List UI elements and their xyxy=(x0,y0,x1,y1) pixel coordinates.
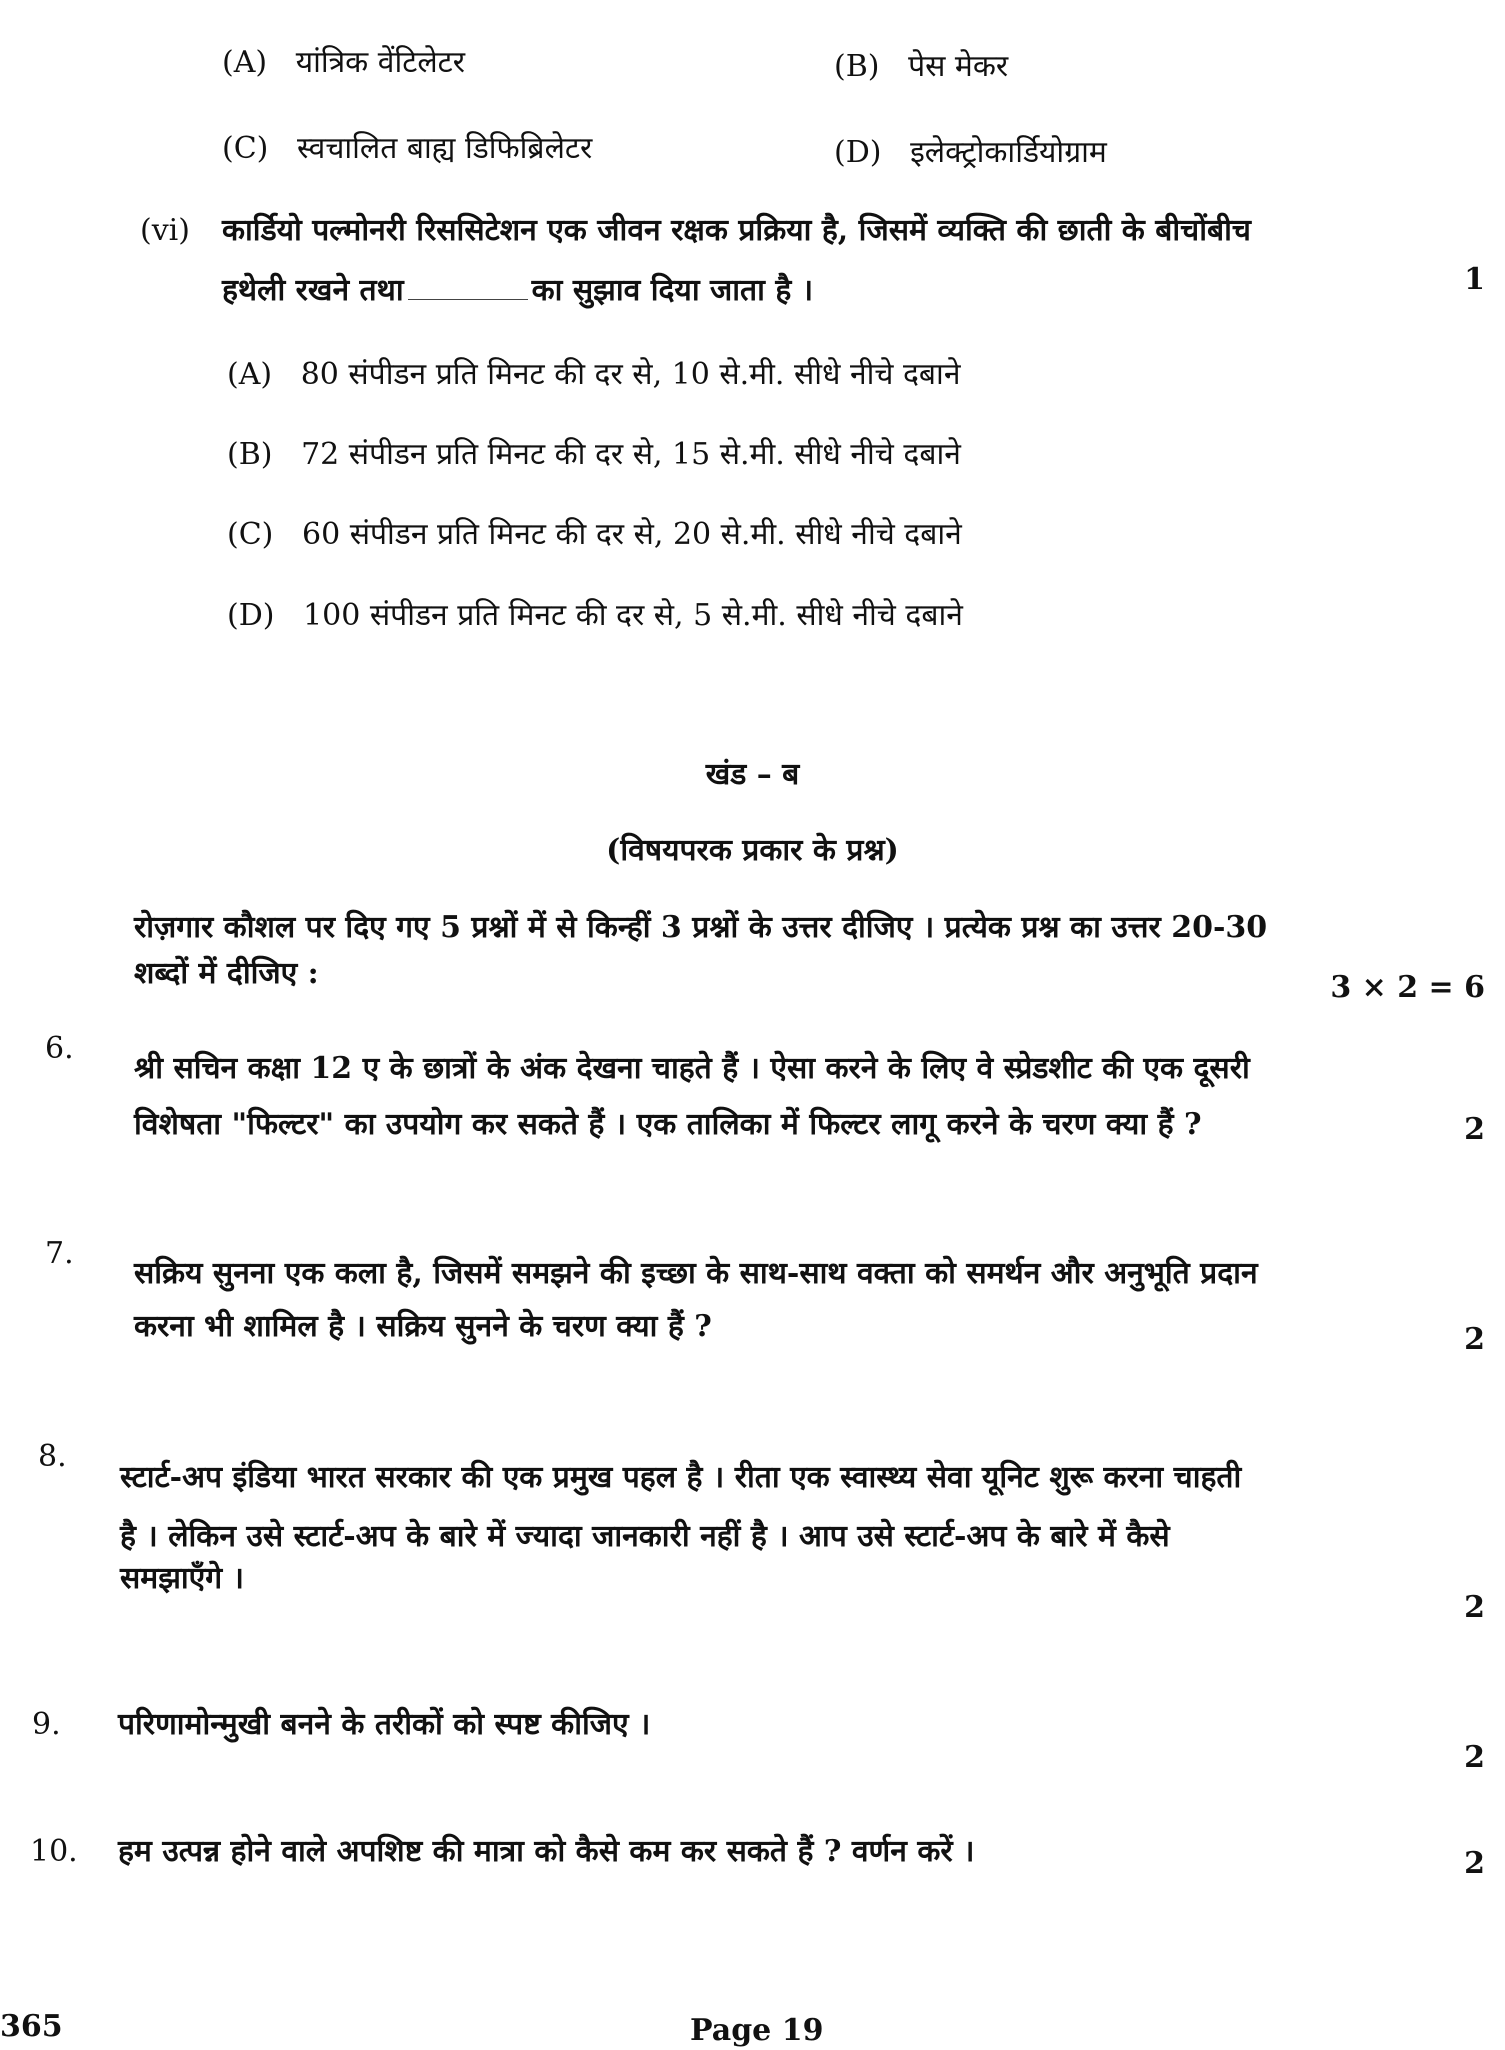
section-subtitle: (विषयपरक प्रकार के प्रश्न) xyxy=(606,833,899,868)
option-label: (D) xyxy=(834,135,882,170)
option-c xyxy=(227,516,962,554)
option-label: (D) xyxy=(227,598,275,633)
option-c xyxy=(222,130,592,168)
question-text: है । लेकिन उसे स्टार्ट-अप के बारे में ज्यादा जानकारी नहीं है । आप उसे स्टार्ट-अप के बारे में कैसे xyxy=(120,1519,1170,1554)
option-d xyxy=(834,134,1107,172)
marks: 2 xyxy=(1464,1322,1485,1357)
option-b xyxy=(227,436,961,474)
option-text: 60 संपीडन प्रति मिनट की दर से, 20 से.मी. सीधे नीचे दबाने xyxy=(301,517,962,552)
option-text: यांत्रिक वेंटिलेटर xyxy=(295,45,466,80)
marks: 2 xyxy=(1464,1112,1485,1147)
question-number: 6. xyxy=(45,1031,74,1066)
instruction: रोज़गार कौशल पर दिए गए 5 प्रश्नों में से किन्हीं 3 प्रश्नों के उत्तर दीजिए । प्रत्येक प्रश्न का उत्तर 20-30 xyxy=(134,910,1268,945)
question-text: स्टार्ट-अप इंडिया भारत सरकार की एक प्रमुख पहल है । रीता एक स्वास्थ्य सेवा यूनिट शुरू करना चाहती xyxy=(120,1460,1242,1495)
option-label: (A) xyxy=(222,45,268,80)
option-b xyxy=(834,48,1008,86)
option-text: 100 संपीडन प्रति मिनट की दर से, 5 से.मी. सीधे नीचे दबाने xyxy=(303,598,963,633)
question-number: 10. xyxy=(30,1834,78,1869)
option-label: (C) xyxy=(222,131,269,166)
paper-code: 365 xyxy=(0,2009,63,2044)
blank xyxy=(408,299,528,300)
marks: 1 xyxy=(1464,262,1485,297)
marks: 2 xyxy=(1464,1590,1485,1625)
question-text: विशेषता "फिल्टर" का उपयोग कर सकते हैं । एक तालिका में फिल्टर लागू करने के चरण क्या हैं ? xyxy=(134,1107,1202,1142)
question-text: करना भी शामिल है । सक्रिय सुनने के चरण क्या हैं ? xyxy=(134,1309,712,1344)
question-text: श्री सचिन कक्षा 12 ए के छात्रों के अंक देखना चाहते हैं । ऐसा करने के लिए वे स्प्रेडशीट की एक दूसरी xyxy=(134,1051,1250,1086)
instruction: शब्दों में दीजिए : xyxy=(134,956,319,991)
option-a xyxy=(222,44,465,82)
question-text: परिणामोन्मुखी बनने के तरीकों को स्पष्ट कीजिए । xyxy=(118,1707,651,1742)
marks: 2 xyxy=(1464,1740,1485,1775)
question-text xyxy=(222,272,813,310)
question-text: कार्डियो पल्मोनरी रिससिटेशन एक जीवन रक्षक प्रक्रिया है, जिसमें व्यक्ति की छाती के बीचोंबीच xyxy=(222,213,1251,248)
option-text: पेस मेकर xyxy=(908,49,1009,84)
option-label: (B) xyxy=(227,437,273,472)
text: हथेली रखने तथा xyxy=(222,273,404,308)
section-title: खंड – ब xyxy=(705,757,800,792)
option-text: 80 संपीडन प्रति मिनट की दर से, 10 से.मी. सीधे नीचे दबाने xyxy=(300,357,961,392)
question-number: 9. xyxy=(32,1707,61,1742)
question-text: हम उत्पन्न होने वाले अपशिष्ट की मात्रा को कैसे कम कर सकते हैं ? वर्णन करें । xyxy=(118,1834,975,1869)
marks: 2 xyxy=(1464,1846,1485,1881)
question-number: 7. xyxy=(45,1236,74,1271)
question-number: 8. xyxy=(38,1439,67,1474)
question-text: सक्रिय सुनना एक कला है, जिसमें समझने की इच्छा के साथ-साथ वक्ता को समर्थन और अनुभूति प्रदान xyxy=(134,1256,1258,1291)
option-text: स्वचालित बाह्य डिफिब्रिलेटर xyxy=(296,131,593,166)
page-number: Page 19 xyxy=(690,2013,824,2048)
option-label: (C) xyxy=(227,517,274,552)
option-d xyxy=(227,597,963,635)
option-label: (A) xyxy=(227,357,273,392)
option-text: 72 संपीडन प्रति मिनट की दर से, 15 से.मी. सीधे नीचे दबाने xyxy=(301,437,961,472)
question-text: समझाएँगे । xyxy=(120,1561,244,1596)
option-label: (B) xyxy=(834,49,880,84)
option-text: इलेक्ट्रोकार्डियोग्राम xyxy=(910,135,1107,170)
text: का सुझाव दिया जाता है । xyxy=(531,273,814,308)
question-number: (vi) xyxy=(140,213,190,248)
section-marks: 3 × 2 = 6 xyxy=(1330,970,1485,1005)
option-a xyxy=(227,356,960,394)
